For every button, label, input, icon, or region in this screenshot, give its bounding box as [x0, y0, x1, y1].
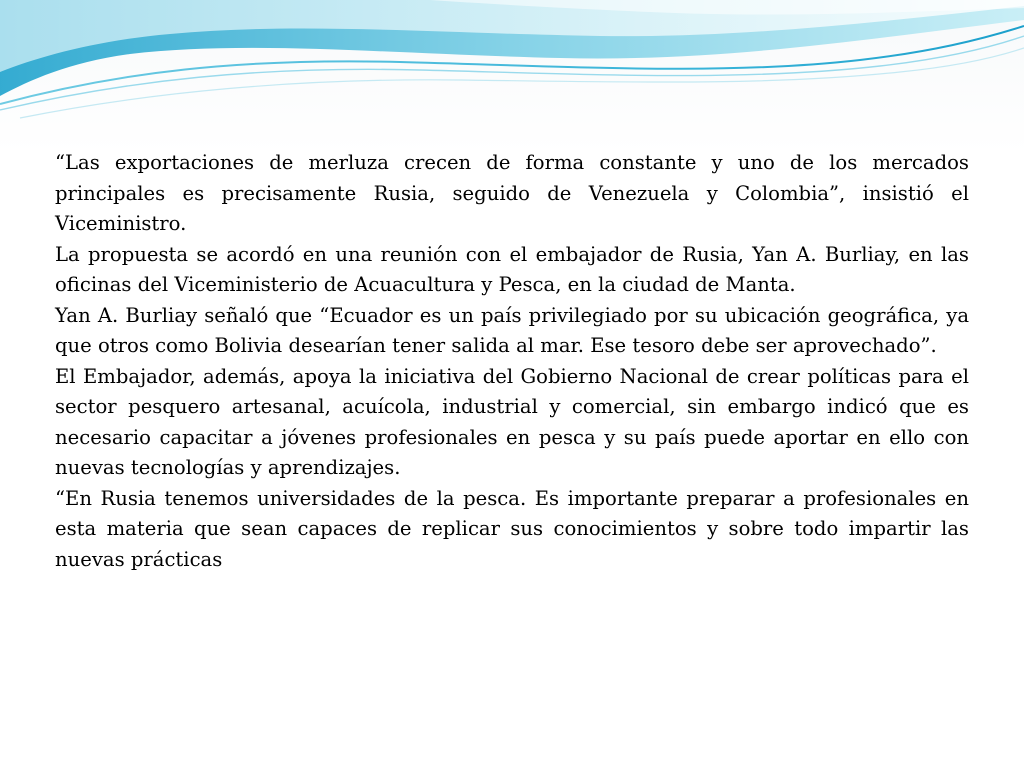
- paragraph-5: “En Rusia tenemos universidades de la pesca. Es importante preparar a profesionales en esta materia que sean capaces de replicar sus conocimientos y sobre todo impartir las nuevas prácticas: [55, 486, 969, 571]
- paragraph-4: El Embajador, además, apoya la iniciativa del Gobierno Nacional de crear políticas para el sector pesquero artesanal, acuícola, industrial y comercial, sin embargo indicó que es necesario capacitar a jóvenes profesionales en pesca y su país puede aportar en ello con nuevas tecnologías y aprendizajes.: [55, 364, 969, 479]
- paragraph-3: Yan A. Burliay señaló que “Ecuador es un país privilegiado por su ubicación geográfica, ya que otros como Bolivia desearían tener salida al mar. Ese tesoro debe ser aprovechado”.: [55, 303, 969, 357]
- paragraph-1: “Las exportaciones de merluza crecen de forma constante y uno de los mercados principales es precisamente Rusia, seguido de Venezuela y Colombia”, insistió el Viceministro.: [55, 151, 969, 235]
- paragraph-2: La propuesta se acordó en una reunión con el embajador de Rusia, Yan A. Burliay, en las oficinas del Viceministerio de Acuacultura y Pesca, en la ciudad de Manta.: [55, 242, 969, 296]
- body-text: [55, 148, 969, 575]
- header-wave-decoration: [0, 0, 1024, 130]
